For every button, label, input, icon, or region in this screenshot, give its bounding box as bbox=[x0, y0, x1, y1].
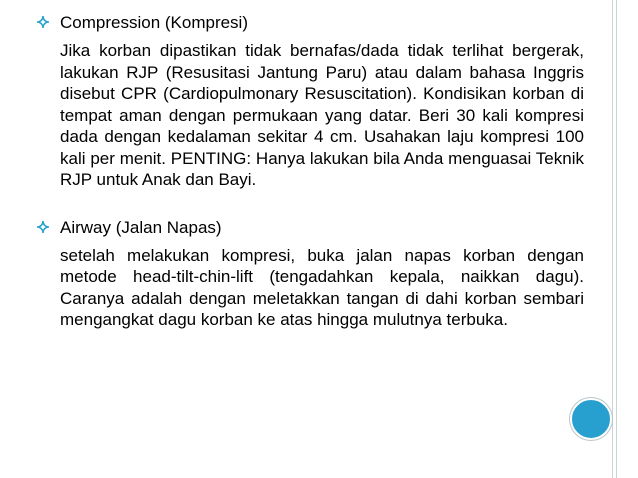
bullet-title: Airway (Jalan Napas) bbox=[60, 217, 222, 237]
bullet-title: Compression (Kompresi) bbox=[60, 13, 248, 32]
bullet-compression bbox=[36, 12, 584, 191]
right-border-line bbox=[612, 0, 613, 478]
bullet-airway bbox=[36, 217, 584, 331]
decorative-circle bbox=[570, 398, 612, 440]
slide-content bbox=[36, 12, 584, 331]
bullet-body: Jika korban dipastikan tidak bernafas/dada tidak terlihat bergerak, lakukan RJP (Resusitasi Jantung Paru) atau dalam bahasa Inggris disebut CPR (Cardiopulmonary Resuscitation). Kondisikan korban di tempat aman dengan permukaan yang datar. Beri 30 kali kompresi dada dengan kedalaman sekitar 4 cm. Usahakan laju kompresi 100 kali per menit. PENTING: Hanya lakukan bila Anda menguasai Teknik RJP untuk Anak dan Bayi. bbox=[60, 41, 584, 189]
bullet-body: setelah melakukan kompresi, buka jalan napas korban dengan metode head-tilt-chin-lift (tengadahkan kepala, naikkan dagu). Caranya adalah dengan meletakkan tangan di dahi korban sembari mengangkat dagu korban ke atas hingga mulutnya terbuka. bbox=[60, 245, 584, 329]
dingbat-bullet-icon bbox=[36, 220, 50, 234]
dingbat-bullet-icon bbox=[36, 15, 50, 29]
right-border-line bbox=[616, 0, 617, 478]
